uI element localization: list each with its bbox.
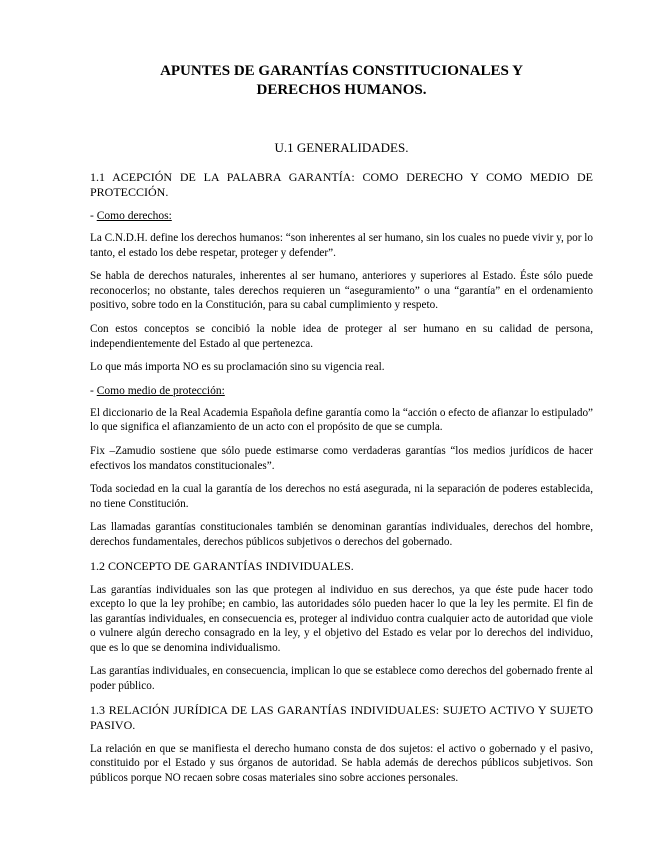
paragraph-concepto-garantias: Las garantías individuales son las que protegen al individuo en sus derechos, ya que éste pude hacer todo excepto lo que la ley prohíbe; en cambio, las autoridades sólo pueden hacer lo que la ley les permite. El fin de las garantías individuales, en consecuencia es, proteger al individuo contra cualquier acto de autoridad que viole o vulnere algún derecho consagrado en la ley, y el objetivo del Estado es velar por lo derechos del individuo, que es lo que se denomina individualismo. xyxy=(90,583,593,654)
section-1-2-heading: 1.2 CONCEPTO DE GARANTÍAS INDIVIDUALES. xyxy=(90,558,354,573)
section-1-1 xyxy=(90,170,593,550)
paragraph-derechos-naturales: Se habla de derechos naturales, inherentes al ser humano, anteriores y superiores al Estado. Éste sólo puede reconocerlos; no obstante, tales derechos requieren un “aseguramiento” o una “garantía” en el ordenamiento positivo, sobre todo en la Constitución, para su cabal cumplimiento y respeto. xyxy=(90,270,593,312)
section-1-1-heading: 1.1 ACEPCIÓN DE LA PALABRA GARANTÍA: COMO DERECHO Y COMO MEDIO DE PROTECCIÓN. xyxy=(90,170,593,199)
subheading-dash: - xyxy=(90,384,97,397)
subheading-dash: - xyxy=(90,210,97,222)
paragraph-relacion-juridica: La relación en que se manifiesta el derecho humano consta de dos sujetos: el activo o gobernado y el pasivo, constituido por el Estado y sus órganos de autoridad. Se habla además de derechos públicos subjetivos. Son públicos porque NO recaen sobre cosas materiales sino sobre acciones personales. xyxy=(90,742,593,784)
subheading-como-derechos-label: Como derechos: xyxy=(96,210,172,222)
subheading-medio-proteccion-label: Como medio de protección: xyxy=(96,384,225,397)
subheading-como-derechos xyxy=(90,209,593,223)
paragraph-cndh-definition: La C.N.D.H. define los derechos humanos: “son inherentes al ser humano, sin los cuales no puede vivir y, por lo tanto, el estado los debe respetar, proteger y defender”. xyxy=(90,232,593,259)
paragraph-vigencia-real: Lo que más importa NO es su proclamación sino su vigencia real. xyxy=(90,361,385,374)
subheading-medio-proteccion xyxy=(90,384,593,398)
section-1-2 xyxy=(90,559,593,694)
document-title: APUNTES DE GARANTÍAS CONSTITUCIONALES Y DERECHOS HUMANOS. xyxy=(160,63,523,98)
paragraph-sociedad-constitucion: Toda sociedad en la cual la garantía de los derechos no está asegurada, ni la separación de poderes establecida, no tiene Constitución. xyxy=(90,483,593,510)
unit-heading: U.1 GENERALIDADES. xyxy=(274,140,409,155)
section-1-3 xyxy=(90,703,593,786)
paragraph-garantias-denominaciones: Las llamadas garantías constitucionales también se denominan garantías individuales, derechos del hombre, derechos fundamentales, derechos públicos subjetivos o derechos del gobernado. xyxy=(90,521,593,548)
paragraph-noble-idea: Con estos conceptos se concibió la noble idea de proteger al ser humano en su calidad de persona, independientemente del Estado al que pertenezca. xyxy=(90,322,593,350)
paragraph-real-academia: El diccionario de la Real Academia Española define garantía como la “acción o efecto de afianzar lo estipulado” lo que significa el afianzamiento de un acto con el propósito de que se cumpla. xyxy=(90,406,593,434)
paragraph-derechos-gobernado: Las garantías individuales, en consecuencia, implican lo que se establece como derechos del gobernado frente al poder público. xyxy=(90,665,593,693)
paragraph-fix-zamudio: Fix –Zamudio sostiene que sólo puede estimarse como verdaderas garantías “los medios jurídicos de hacer efectivos los mandatos constitucionales”. xyxy=(90,444,593,472)
section-1-3-heading: 1.3 RELACIÓN JURÍDICA DE LAS GARANTÍAS INDIVIDUALES: SUJETO ACTIVO Y SUJETO PASIVO. xyxy=(90,702,593,732)
